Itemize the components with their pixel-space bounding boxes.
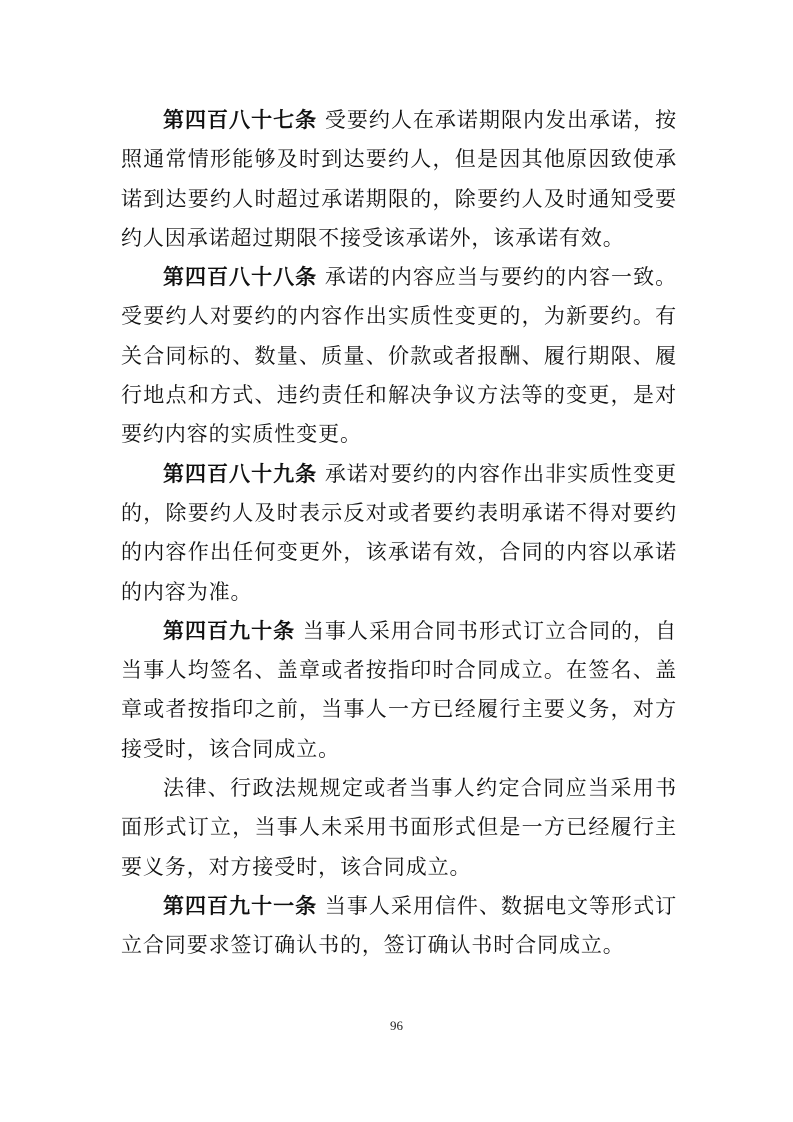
article-text: 当事人采用合同书形式订立合同的，自当事人均签名、盖章或者按指印时合同成立。在签名、盖章或者按指印之前，当事人一方已经履行主要义务，对方接受时，该合同成立。	[121, 618, 677, 761]
article-title: 第四百八十七条	[163, 108, 318, 132]
article-title: 第四百八十九条	[163, 461, 318, 486]
article-text: 承诺对要约的内容作出非实质性变更的，除要约人及时表示反对或者要约表明承诺不得对要约的内容作出任何变更外，该承诺有效，合同的内容以承诺的内容为准。	[121, 461, 677, 604]
page-number: 96	[390, 1018, 403, 1033]
article-490	[121, 612, 677, 769]
article-text: 当事人采用信件、数据电文等形式订立合同要求签订确认书的，签订确认书时合同成立。	[121, 893, 677, 958]
article-489	[121, 455, 677, 612]
article-487	[121, 101, 677, 258]
article-490-paragraph-2	[121, 769, 677, 887]
article-title: 第四百八十八条	[163, 265, 318, 290]
article-title: 第四百九十一条	[163, 893, 318, 918]
page-content	[121, 101, 677, 966]
article-text: 承诺的内容应当与要约的内容一致。受要约人对要约的内容作出实质性变更的，为新要约。有关合同标的、数量、质量、价款或者报酬、履行期限、履行地点和方式、违约责任和解决争议方法等的变更，是对要约内容的实质性变更。	[121, 265, 677, 447]
article-title: 第四百九十条	[163, 618, 296, 643]
article-text: 受要约人在承诺期限内发出承诺，按照通常情形能够及时到达要约人，但是因其他原因致使承诺到达要约人时超过承诺期限的，除要约人及时通知受要约人因承诺超过期限不接受该承诺外，该承诺有效。	[121, 108, 677, 250]
article-488	[121, 258, 677, 454]
article-491	[121, 887, 677, 966]
paragraph-text: 法律、行政法规规定或者当事人约定合同应当采用书面形式订立，当事人未采用书面形式但是一方已经履行主要义务，对方接受时，该合同成立。	[121, 776, 677, 879]
